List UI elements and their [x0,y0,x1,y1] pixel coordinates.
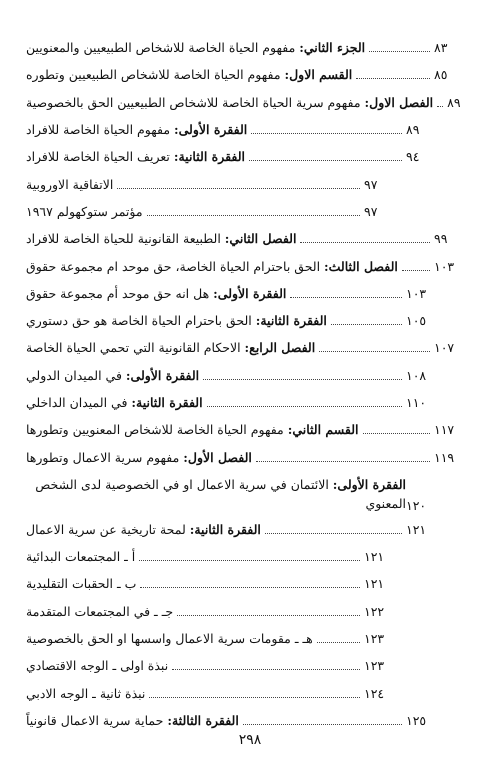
dot-leader [117,188,360,189]
toc-entry-title [26,340,315,355]
toc-entry [26,443,466,470]
page-number: ٢٩٨ [238,732,262,748]
toc-entry-heading: الفقرة الثانية: [173,149,246,165]
toc-entry-title [26,450,252,465]
toc-entry-heading: الفقرة الأولى: [332,476,406,492]
table-of-contents [26,34,466,734]
toc-entry [26,143,466,170]
toc-entry-title [26,631,313,646]
toc-page-number: ٩٧ [364,176,378,192]
toc-entry-title [26,368,199,383]
toc-page-number: ١٠٧ [434,340,455,356]
toc-entry-heading: الفصل الثاني: [224,231,297,247]
toc-page-number: ٩٧ [364,203,378,219]
toc-entry-heading: الفقرة الثانية: [131,395,203,410]
toc-entry [26,625,466,652]
toc-entry-text: مؤتمر ستوكهولم ١٩٦٧ [26,203,143,219]
toc-page-number: ١٢٥ [406,712,427,728]
toc-entry-title [26,522,261,537]
toc-page-number: ١٠٣ [406,285,427,301]
toc-entry-text: نبذة ثانية ـ الوجه الادبي [26,685,146,701]
toc-entry-title [26,286,286,301]
toc-entry-title [26,204,143,219]
toc-page-number: ٩٩ [434,231,448,247]
dot-leader [203,379,402,380]
toc-entry [26,680,466,707]
toc-entry-text: في الميدان الدولي [26,367,126,383]
dot-leader [402,270,430,271]
toc-entry-heading: القسم الثاني: [287,422,359,438]
toc-entry-text: الحق باحترام الحياة الخاصة، حق موحد ام مجموعة حقوق [26,258,325,274]
toc-entry-text: الائتمان في سرية الاعمال او في الخصوصية لدى الشخص المعنوي [35,476,406,511]
toc-page-number: ٨٩ [406,122,420,138]
dot-leader [251,133,402,134]
toc-page-number: ١٢١ [364,549,385,565]
toc-entry [26,252,466,279]
toc-entry-heading: الفقرة الأولى: [174,122,248,138]
toc-page-number: ٨٩ [447,94,461,110]
toc-page-number: ٩٤ [406,149,420,165]
dot-leader [172,669,360,670]
toc-entry-title [26,231,296,246]
toc-entry [26,307,466,334]
toc-entry [26,362,466,389]
toc-entry [26,471,466,516]
toc-page-number: ١٠٣ [434,258,455,274]
toc-entry-title [26,259,398,274]
dot-leader [319,351,430,352]
toc-entry [26,543,466,570]
toc-entry-text: مفهوم الحياة الخاصة للافراد [26,122,175,138]
dot-leader [147,215,360,216]
toc-entry-title [26,658,168,673]
toc-entry-text: لمحة تاريخية عن سرية الاعمال [26,521,190,537]
dot-leader [331,324,402,325]
toc-entry-text: مفهوم الحياة الخاصة للاشخاص الطبيعيين والمعنويين [26,40,300,56]
dot-leader [149,697,360,698]
toc-entry-heading: الفصل الأول: [183,449,252,465]
toc-page-number: ٨٣ [434,40,448,56]
toc-entry [26,598,466,625]
dot-leader [207,406,402,407]
toc-entry-text: مفهوم سرية الحياة الخاصة للاشخاص الطبيعيين الحق بالخصوصية [26,94,365,110]
toc-entry-title [26,549,135,564]
toc-entry [26,116,466,143]
toc-entry-title [26,686,145,701]
toc-entry [26,707,466,734]
dot-leader [265,533,402,534]
dot-leader [249,160,402,161]
toc-entry-text: في الميدان الداخلي [26,395,132,410]
toc-entry-title [26,122,247,137]
toc-entry [26,570,466,597]
toc-page-number: ١٢٢ [364,603,385,619]
dot-leader [437,106,443,107]
dot-leader [356,78,430,79]
toc-page-number: ١٢٠ [406,497,427,513]
toc-entry-text: مفهوم سرية الاعمال وتطورها [26,449,184,465]
toc-entry-title [26,576,136,591]
dot-leader [243,724,402,725]
toc-entry-title [26,149,245,164]
toc-page-number: ٨٥ [434,67,448,83]
toc-entry-text: نبذة اولى ـ الوجه الاقتصادي [26,658,169,674]
toc-page-number: ١٢٣ [364,631,385,647]
dot-leader [363,433,430,434]
dot-leader [139,560,360,561]
toc-entry [26,89,466,116]
toc-entry [26,61,466,88]
dot-leader [177,615,360,616]
toc-entry-text: مفهوم الحياة الخاصة للاشخاص المعنويين وتطورها [26,422,288,438]
toc-entry-heading: الفقرة الثانية: [189,521,261,537]
toc-entry-heading: القسم الاول: [284,67,353,83]
toc-entry [26,280,466,307]
toc-entry-heading: الفصل الاول: [364,94,434,110]
toc-entry [26,334,466,361]
dot-leader [256,461,430,462]
dot-leader [300,242,430,243]
toc-entry-heading: الجزء الثاني: [299,40,366,56]
toc-entry-title [26,40,365,55]
toc-entry-text: أ ـ المجتمعات البدائية [26,549,136,565]
toc-entry [26,198,466,225]
toc-entry [26,416,466,443]
toc-entry-title [26,604,173,619]
toc-entry-title [26,471,406,516]
toc-entry [26,516,466,543]
toc-entry-title [26,395,203,410]
toc-entry-title [26,422,359,437]
toc-page-number: ١٠٨ [406,367,427,383]
toc-page-number: ١١٧ [434,422,455,438]
toc-entry [26,652,466,679]
toc-entry [26,389,466,416]
toc-entry-title [26,313,327,328]
toc-entry [26,34,466,61]
toc-page-number: ١٢٣ [364,658,385,674]
toc-entry-text: جـ ـ في المجتمعات المتقدمة [26,603,174,619]
toc-entry-text: تعريف الحياة الخاصة للافراد [26,149,174,165]
toc-entry [26,225,466,252]
toc-entry-heading: الفقرة الثالثة: [167,712,239,728]
toc-entry-text: حماية سرية الاعمال قانونياً [26,712,168,728]
toc-entry-title [26,95,433,110]
toc-entry-title [26,67,352,82]
toc-entry-title [26,713,239,728]
dot-leader [317,642,360,643]
toc-entry-title [26,177,113,192]
toc-page-number: ١٠٥ [406,313,427,329]
toc-page-number: ١١٩ [434,449,455,465]
toc-entry [26,170,466,197]
toc-entry-heading: الفقرة الثانية: [255,313,327,329]
toc-entry-text: الطبيعة القانونية للحياة الخاصة للافراد [26,231,225,247]
toc-page-number: ١٢٤ [364,685,385,701]
dot-leader [140,587,360,588]
toc-page-number: ١٢١ [364,576,385,592]
toc-entry-text: هـ ـ مقومات سرية الاعمال واسسها او الحق بالخصوصية [26,631,313,647]
toc-entry-text: الاحكام القانونية التي تحمي الحياة الخاصة [26,340,245,356]
toc-page-number: ١١٠ [406,395,427,410]
dot-leader [369,51,430,52]
toc-entry-text: ب ـ الحقبات التقليدية [26,576,137,592]
toc-entry-heading: الفصل الثالث: [324,258,398,274]
toc-entry-heading: الفصل الرابع: [244,340,316,356]
toc-page-number: ١٢١ [406,521,427,537]
toc-entry-text: مفهوم الحياة الخاصة للاشخاص الطبيعيين وتطوره [26,67,285,83]
dot-leader [290,297,402,298]
toc-entry-text: هل انه حق موحد أم مجموعة حقوق [26,285,214,301]
toc-entry-heading: الفقرة الأولى: [213,285,287,301]
toc-entry-heading: الفقرة الأولى: [125,367,200,383]
toc-entry-text: الاتفاقية الاوروبية [26,176,114,192]
toc-entry-text: الحق باحترام الحياة الخاصة هو حق دستوري [26,313,256,329]
